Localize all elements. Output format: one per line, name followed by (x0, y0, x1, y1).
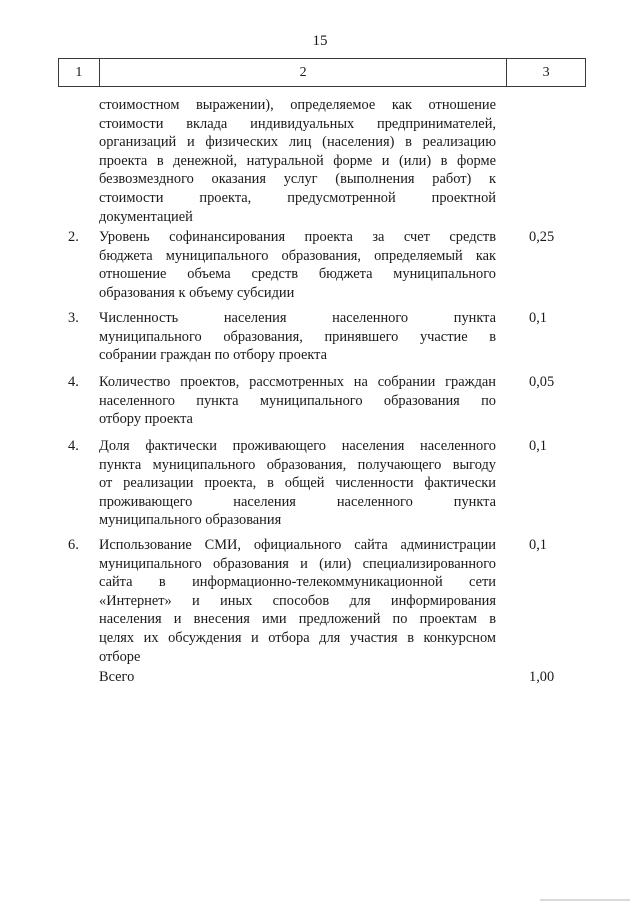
row-description (99, 536, 496, 666)
text-line: стоимостном выражении), определяемое как отношение (99, 97, 496, 113)
text-line: бюджета муниципального образования, определяемый как (99, 247, 496, 264)
row-number: 6. (68, 537, 79, 553)
row-number: 2. (68, 229, 79, 245)
row-value: 0,05 (529, 374, 555, 390)
header-col-2: 2 (99, 59, 506, 87)
row-value: 0,1 (529, 537, 547, 553)
text-line: от реализации проекта, в общей численности фактически (99, 475, 496, 492)
row-value: 0,1 (529, 310, 547, 326)
text-line: населения и внесения ими предложений по проектам в (99, 611, 496, 628)
text-line: стоимости вклада индивидуальных предпринимателей, (99, 115, 496, 132)
page-number: 15 (312, 33, 328, 49)
text-line: документацией (99, 208, 193, 225)
text-line: Всего (99, 669, 135, 685)
row-value: 0,1 (529, 438, 547, 454)
text-line: Использование СМИ, официального сайта администрации (99, 537, 496, 553)
row-number: 4. (68, 374, 79, 390)
row-description (99, 437, 496, 530)
text-line: Количество проектов, рассмотренных на собрании граждан (99, 374, 496, 390)
text-line: населенного пункта муниципального образования по (99, 392, 496, 409)
text-line: сайта в информационно-телекоммуникационной сети (99, 574, 496, 591)
scan-artifact (540, 899, 630, 901)
total-value: 1,00 (529, 669, 555, 685)
text-line: муниципального образования, принявшего участие в (99, 328, 496, 345)
row-description (99, 309, 496, 365)
text-line: Доля фактически проживающего населения населенного (99, 438, 496, 454)
text-line: стоимости проекта, предусмотренной проектной (99, 189, 496, 206)
row-number: 4. (68, 438, 79, 454)
text-line: отборе (99, 648, 141, 665)
text-line: «Интернет» и иных способов для информирования (99, 592, 496, 609)
table-header (58, 58, 586, 87)
text-line: муниципального образования и (или) специализированного (99, 555, 496, 572)
row-value: 0,25 (529, 229, 555, 245)
total-label (99, 668, 496, 687)
text-line: Уровень софинансирования проекта за счет средств (99, 229, 496, 245)
row-description (99, 96, 496, 226)
text-line: проекта в денежной, натуральной форме и (или) в форме (99, 152, 496, 169)
header-col-3: 3 (507, 59, 586, 87)
text-line: Численность населения населенного пункта (99, 310, 496, 326)
text-line: собрании граждан по отбору проекта (99, 347, 328, 364)
text-line: отношение объема средств бюджета муниципального (99, 266, 496, 283)
text-line: пункта муниципального образования, получающего выгоду (99, 456, 496, 473)
text-line: образования к объему субсидии (99, 284, 295, 301)
row-description (99, 373, 496, 429)
text-line: целях их обсуждения и отбора для участия в конкурсном (99, 629, 496, 646)
row-number: 3. (68, 310, 79, 326)
text-line: организаций и физических лиц (населения) в реализацию (99, 134, 496, 151)
text-line: проживающего населения населенного пункта (99, 493, 496, 510)
row-description (99, 228, 496, 302)
text-line: безвозмездного оказания услуг (выполнения работ) к (99, 171, 496, 188)
text-line: муниципального образования (99, 512, 282, 529)
text-line: отбору проекта (99, 411, 193, 428)
header-col-1: 1 (59, 59, 100, 87)
